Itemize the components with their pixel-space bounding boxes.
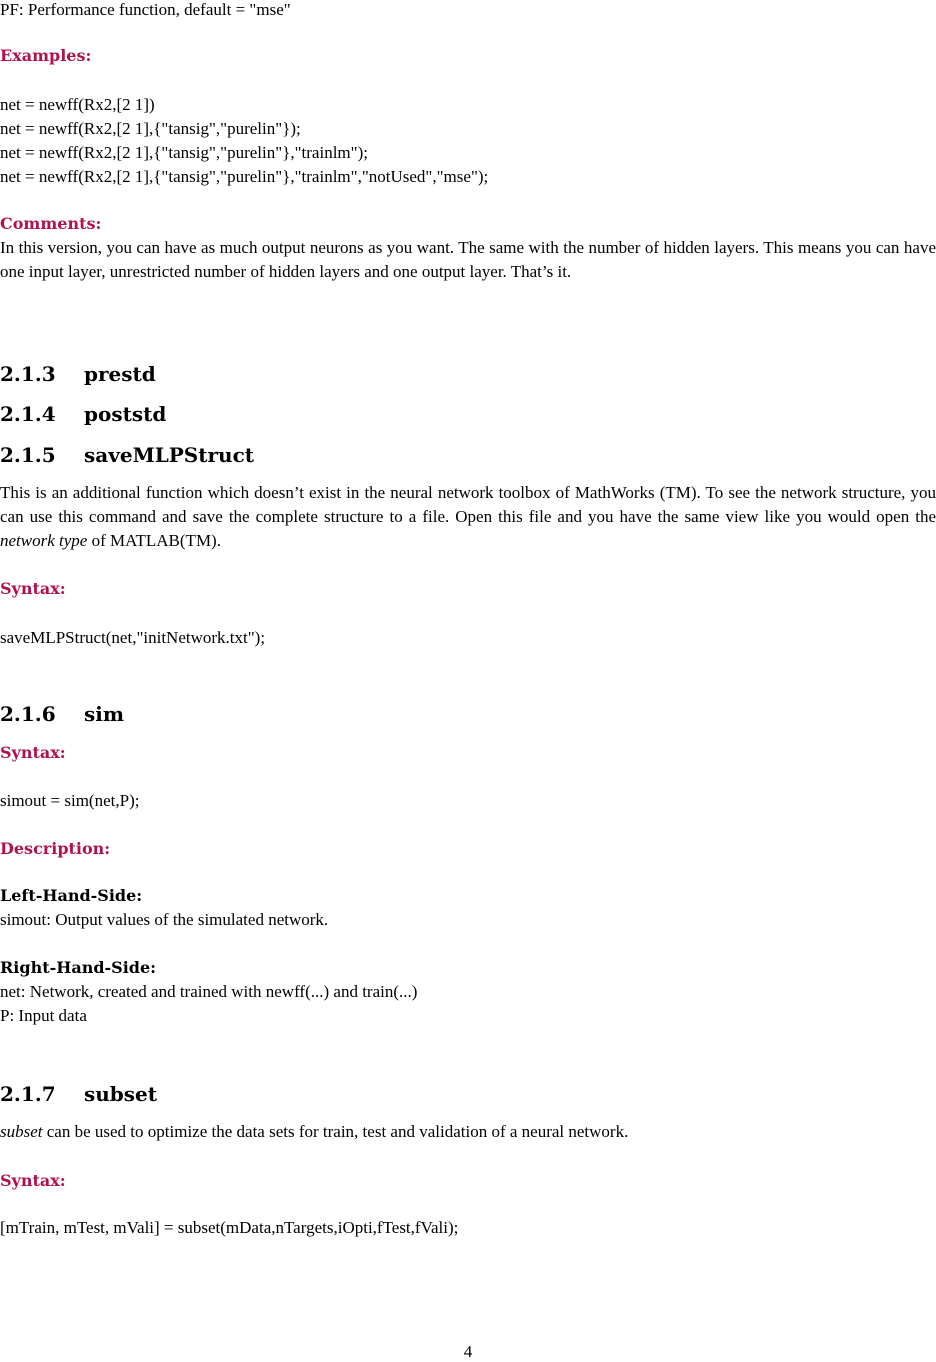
section-number: 2.1.3: [0, 362, 56, 386]
section-title: prestd: [84, 362, 156, 386]
comments-paragraph: In this version, you can have as much output neurons as you want. The same with the number of hidden layers. This means you can have one input layer, unrestricted number of hidden layers and one output layer. That’s it.: [0, 238, 936, 281]
examples-label: Examples:: [0, 46, 92, 65]
section-number: 2.1.4: [0, 402, 56, 426]
section-heading-prestd: [0, 362, 156, 386]
sim-description-label: Description:: [0, 839, 111, 858]
example-line-2: net = newff(Rx2,[2 1],{"tansig","purelin"});: [0, 119, 301, 138]
sim-syntax-label: Syntax:: [0, 743, 66, 762]
example-line-3: net = newff(Rx2,[2 1],{"tansig","purelin"},"trainlm");: [0, 143, 368, 162]
section-title: poststd: [84, 402, 167, 426]
subset-syntax-code: [mTrain, mTest, mVali] = subset(mData,nTargets,iOpti,fTest,fVali);: [0, 1218, 459, 1237]
lhs-label: Left-Hand-Side:: [0, 886, 143, 905]
section-heading-savemlpstruct: [0, 443, 254, 467]
page-number: 4: [463, 1342, 473, 1361]
subset-syntax-label: Syntax:: [0, 1171, 66, 1190]
rhs-line-1: net: Network, created and trained with newff(...) and train(...): [0, 982, 418, 1001]
savemlpstruct-paragraph: [0, 481, 936, 553]
comments-label: Comments:: [0, 214, 102, 233]
example-line-1: net = newff(Rx2,[2 1]): [0, 95, 155, 114]
section-heading-poststd: [0, 402, 166, 426]
section-heading-subset: [0, 1082, 157, 1106]
section-number: 2.1.5: [0, 443, 56, 467]
savemlpstruct-syntax-label: Syntax:: [0, 579, 66, 598]
savemlpstruct-text-b: of MATLAB(TM).: [87, 531, 221, 550]
network-type-emphasis: network type: [0, 531, 88, 550]
subset-intro: [0, 1122, 628, 1142]
section-title: sim: [84, 702, 125, 726]
section-heading-sim: [0, 702, 124, 726]
subset-intro-rest: can be used to optimize the data sets for train, test and validation of a neural network.: [42, 1122, 629, 1141]
savemlpstruct-text-a: This is an additional function which doesn’t exist in the neural network toolbox of MathWorks (TM). To see the network structure, you can use this command and save the complete structure to a file. Open this file and you have the same view like you would open the: [0, 483, 936, 526]
rhs-line-2: P: Input data: [0, 1006, 87, 1025]
savemlpstruct-syntax-code: saveMLPStruct(net,"initNetwork.txt");: [0, 628, 266, 647]
section-title: saveMLPStruct: [84, 443, 254, 467]
section-number: 2.1.7: [0, 1082, 56, 1106]
example-line-4: net = newff(Rx2,[2 1],{"tansig","purelin"},"trainlm","notUsed","mse");: [0, 167, 489, 186]
performance-function-line: PF: Performance function, default = "mse": [0, 0, 291, 19]
section-number: 2.1.6: [0, 702, 56, 726]
subset-emphasis: subset: [0, 1122, 43, 1141]
lhs-line-1: simout: Output values of the simulated network.: [0, 910, 329, 929]
rhs-label: Right-Hand-Side:: [0, 958, 157, 977]
section-title: subset: [84, 1082, 158, 1106]
sim-syntax-code: simout = sim(net,P);: [0, 791, 140, 810]
